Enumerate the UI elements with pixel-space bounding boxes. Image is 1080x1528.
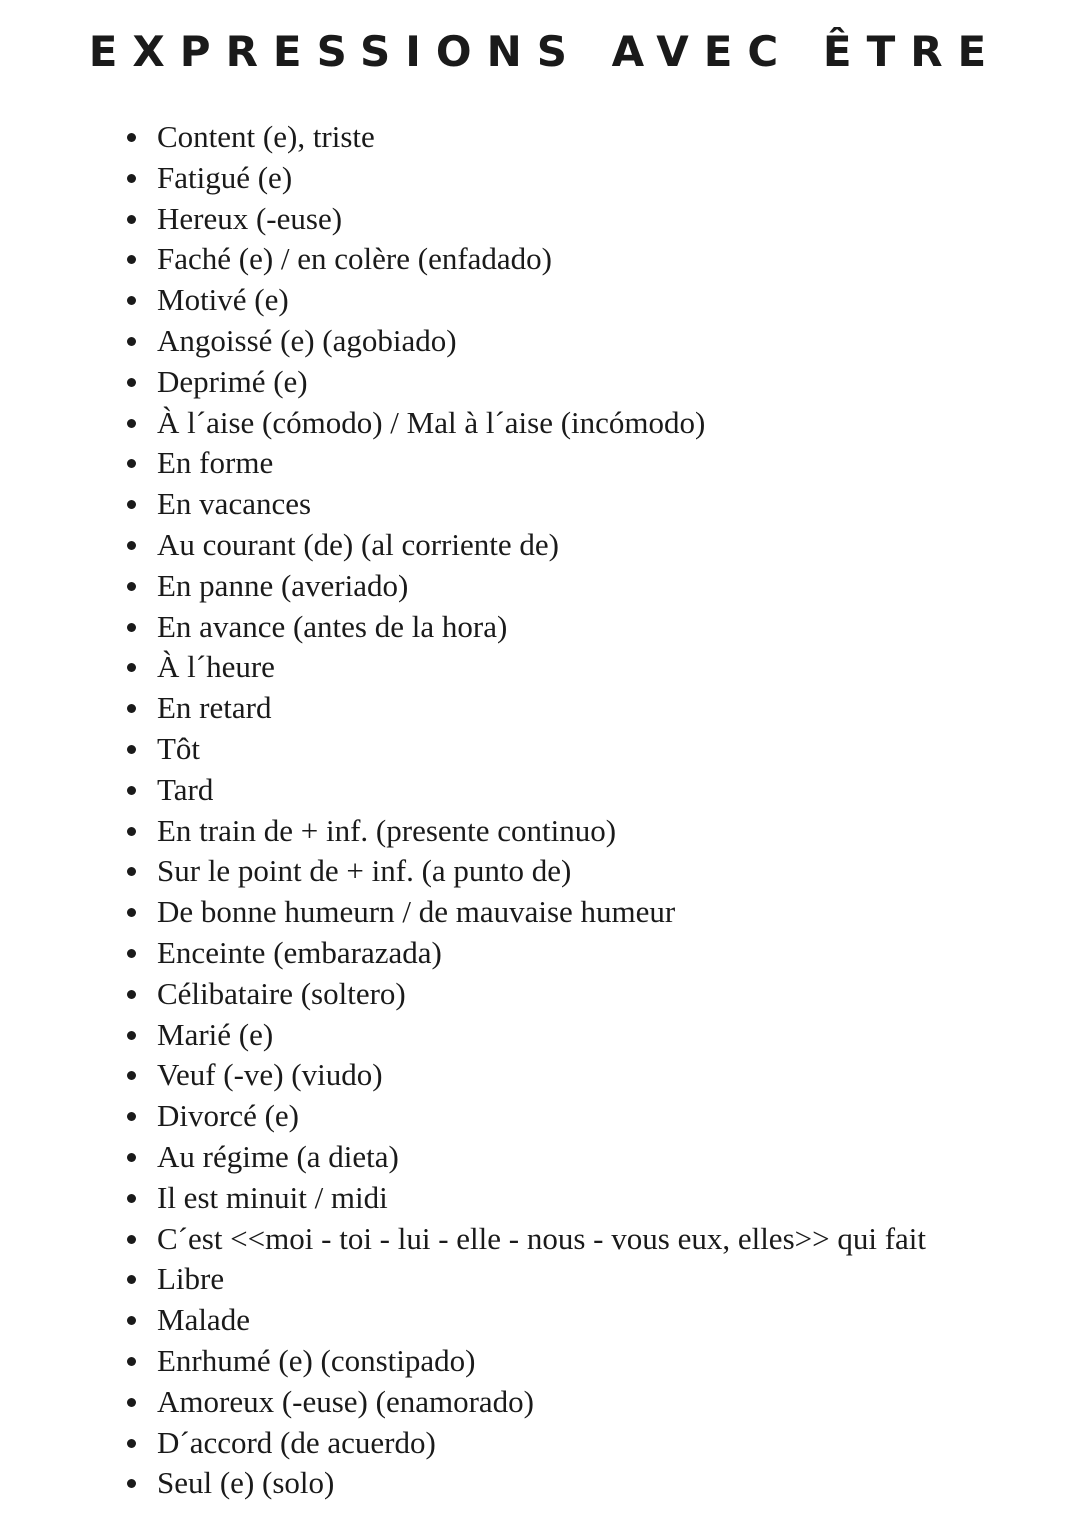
list-item-text: Au régime (a dieta) <box>157 1138 399 1174</box>
list-item <box>157 443 926 484</box>
list-item <box>157 239 926 280</box>
bullet-icon <box>127 704 136 713</box>
list-item-text: Enrhumé (e) (constipado) <box>157 1342 476 1378</box>
list-item <box>157 566 926 607</box>
list-item <box>157 321 926 362</box>
list-item-text: Seul (e) (solo) <box>157 1465 335 1501</box>
bullet-icon <box>127 1031 136 1040</box>
bullet-icon <box>127 1275 136 1284</box>
list-item-text: À l´heure <box>157 649 275 685</box>
list-item <box>157 403 926 444</box>
list-item <box>157 1300 926 1341</box>
list-item <box>157 770 926 811</box>
bullet-icon <box>127 133 136 142</box>
list-item <box>157 1341 926 1382</box>
list-item-text: Motivé (e) <box>157 282 289 318</box>
list-item-text: En retard <box>157 690 272 726</box>
bullet-icon <box>127 459 136 468</box>
list-item <box>157 1096 926 1137</box>
list-item <box>157 729 926 770</box>
list-item-text: Il est minuit / midi <box>157 1179 388 1215</box>
bullet-icon <box>127 541 136 550</box>
list-item <box>157 199 926 240</box>
list-item-text: Tôt <box>157 730 201 766</box>
list-item-text: À l´aise (cómodo) / Mal à l´aise (incómodo) <box>157 404 706 440</box>
list-item <box>157 1423 926 1464</box>
list-item <box>157 607 926 648</box>
list-item-text: Deprimé (e) <box>157 363 308 399</box>
list-item <box>157 851 926 892</box>
bullet-icon <box>127 1357 136 1366</box>
bullet-icon <box>127 1071 136 1080</box>
list-item-text: Content (e), triste <box>157 119 375 154</box>
list-item-text: Libre <box>157 1261 225 1297</box>
bullet-icon <box>127 949 136 958</box>
bullet-icon <box>127 419 136 428</box>
list-item-text: Sur le point de + inf. (a punto de) <box>157 853 572 889</box>
list-item-text: Enceinte (embarazada) <box>157 934 442 970</box>
list-item-text: En panne (averiado) <box>157 567 409 603</box>
list-item <box>157 1259 926 1300</box>
list-item <box>157 933 926 974</box>
list-item <box>157 1137 926 1178</box>
list-item <box>157 974 926 1015</box>
list-item <box>157 362 926 403</box>
bullet-icon <box>127 1316 136 1325</box>
list-item-text: C´est <<moi - toi - lui - elle - nous - vous eux, elles>> qui fait <box>157 1220 927 1256</box>
list-item <box>157 1178 926 1219</box>
list-item-text: Marié (e) <box>157 1016 274 1052</box>
list-item-text: En forme <box>157 445 274 481</box>
list-item <box>157 647 926 688</box>
list-item <box>157 1463 926 1504</box>
bullet-icon <box>127 337 136 346</box>
bullet-icon <box>127 867 136 876</box>
list-item <box>157 158 926 199</box>
list-item-text: En vacances <box>157 486 312 522</box>
bullet-icon <box>127 1479 136 1488</box>
list-item <box>157 484 926 525</box>
list-item <box>157 525 926 566</box>
list-item-text: En avance (antes de la hora) <box>157 608 508 644</box>
bullet-icon <box>127 663 136 672</box>
expression-list <box>157 117 926 1504</box>
list-item-text: Fatigué (e) <box>157 159 293 195</box>
bullet-icon <box>127 1194 136 1203</box>
bullet-icon <box>127 623 136 632</box>
bullet-icon <box>127 827 136 836</box>
list-item-text: En train de + inf. (presente continuo) <box>157 812 617 848</box>
list-item-text: Hereux (-euse) <box>157 200 343 236</box>
list-item <box>157 688 926 729</box>
list-item <box>157 1219 926 1260</box>
list-item-text: Célibataire (soltero) <box>157 975 406 1011</box>
bullet-icon <box>127 500 136 509</box>
bullet-icon <box>127 990 136 999</box>
list-item-text: Veuf (-ve) (viudo) <box>157 1057 383 1093</box>
bullet-icon <box>127 215 136 224</box>
list-item <box>157 117 926 158</box>
list-item <box>157 892 926 933</box>
page-title: EXPRESSIONS AVEC ÊTRE <box>88 27 1002 76</box>
list-item-text: Tard <box>157 771 214 807</box>
list-item-text: D´accord (de acuerdo) <box>157 1424 436 1460</box>
list-item <box>157 1382 926 1423</box>
list-item-text: Faché (e) / en colère (enfadado) <box>157 241 553 277</box>
bullet-icon <box>127 1398 136 1407</box>
bullet-icon <box>127 582 136 591</box>
list-item <box>157 1055 926 1096</box>
bullet-icon <box>127 1439 136 1448</box>
list-item <box>157 811 926 852</box>
bullet-icon <box>127 296 136 305</box>
list-item-text: De bonne humeurn / de mauvaise humeur <box>157 894 676 930</box>
bullet-icon <box>127 1235 136 1244</box>
bullet-icon <box>127 378 136 387</box>
list-item <box>157 280 926 321</box>
list-item <box>157 1015 926 1056</box>
bullet-icon <box>127 174 136 183</box>
bullet-icon <box>127 255 136 264</box>
bullet-icon <box>127 745 136 754</box>
list-item-text: Angoissé (e) (agobiado) <box>157 322 457 358</box>
bullet-icon <box>127 786 136 795</box>
list-item-text: Malade <box>157 1302 250 1338</box>
list-item-text: Amoreux (-euse) (enamorado) <box>157 1383 534 1419</box>
bullet-icon <box>127 1153 136 1162</box>
bullet-icon <box>127 908 136 917</box>
list-item-text: Au courant (de) (al corriente de) <box>157 526 559 562</box>
list-item-text: Divorcé (e) <box>157 1098 299 1134</box>
bullet-icon <box>127 1112 136 1121</box>
